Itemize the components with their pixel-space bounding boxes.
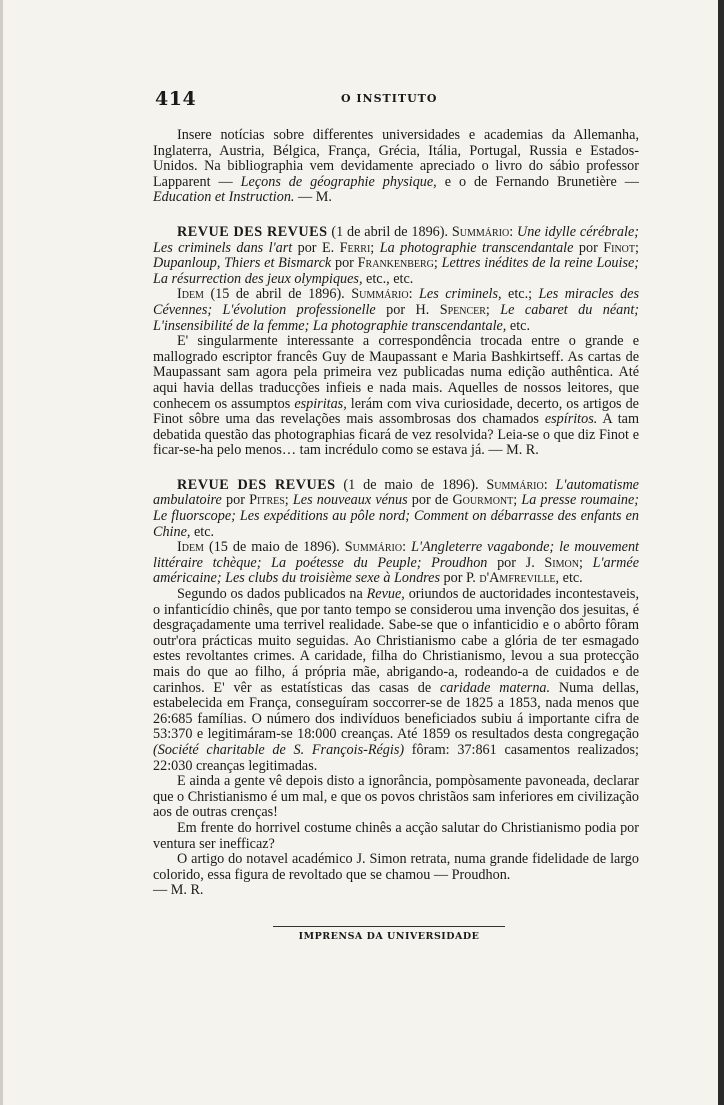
review-entry-may-15: Idem (15 de maio de 1896). Summário: L'Angleterre vagabonde; le mouvement littéraire tchèque; La poétesse du Peuple; Proudhon por J. Simon; L'armée américaine; Les clubs du troisième sexe à Londres por P. d'Amfreville, etc. <box>153 539 639 587</box>
review-title: REVUE DES REVUES <box>177 476 336 493</box>
comment-maupassant: E' singularmente interessante a correspondência trocada entre o grande e mallogrado escriptor francês Guy de Maupassant e Maria Bashkirtseff. As cartas de Maupassant sam agora pela primeira vez publicadas numa edição authêntica. Até aqui havia dellas traducções infieis e nada mais. Aquelles de nossos leitores, que conhecem os assumptos espiritas, lerám com viva curiosidade, decerto, os artigos de Finot sôbre uma das revelações mais assombrosas dos chamados espíritos. A tam debatida questão das photographias ficará de vez resolvida? Leia-se o que diz Finot e ficar-se-ha pelo menos… tam incrédulo como se estava já. — M. R. <box>153 333 639 459</box>
page-number: 414 <box>155 88 197 110</box>
intro-paragraph: Insere notícias sobre differentes universidades e academias da Allemanha, Inglaterra, Austria, Bélgica, França, Grécia, Itália, Portugal, Russia e Estados-Unidos. Na bibliographia vem devidamente apreciado o livro do sábio professor Lapparent — Leçons de géographie physique, e o de Fernando Brunetière — Education et Instruction. — M. <box>153 127 639 206</box>
review-entry-may-1: REVUE DES REVUES (1 de maio de 1896). Summário: L'automatisme ambulatoire por Pitres; Les nouveaux vénus por de Gourmont; La presse roumaine; Le fluorscope; Les expéditions au pôle nord; Comment on débarrasse des enfants en Chine, etc. <box>153 476 640 540</box>
comment-ignorance: E ainda a gente vê depois disto a ignorância, pompòsamente pavoneada, declarar que o Christianismo é um mal, e que os povos christãos sam inferiores em civilização aos de outras crenças! <box>153 773 639 821</box>
review-title: REVUE DES REVUES <box>177 223 328 240</box>
running-title: O INSTITUTO <box>341 92 438 105</box>
comment-proudhon: O artigo do notavel académico J. Simon retrata, numa grande fidelidade de largo colorido, essa figura de revoltado que se chamou — Proudhon. <box>153 851 639 883</box>
page-body <box>153 128 639 899</box>
review-entry-april-15: Idem (15 de abril de 1896). Summário: Les criminels, etc.; Les miracles des Cévennes; L'évolution professionelle por H. Spencer; Le cabaret du néant; L'insensibilité de la femme; La photographie transcendantale, etc. <box>153 286 639 334</box>
page-header <box>155 88 641 108</box>
comment-infanticide: Segundo os dados publicados na Revue, oriundos de auctoridades incontestaveis, o infanticídio chinês, que por tanto tempo se considerou uma invenção dos jesuitas, é desgraçadamente uma terrivel realidade. Sabe-se que o infanticidio e o abôrto fôram outr'ora prácticas muito seguidas. Ao Christianismo cabe a glória de ter esmagado estes revoltantes crimes. A caridade, filha do Christianismo, levou a sua protecção mais do que ao filho, á própria mãe, abrigando-a, rodeando-a de cuidados e de carinhos. E' vêr as estatísticas das casas de caridade materna. Numa dellas, estabelecida em França, conseguíram soccorrer-se de 1825 a 1853, nada menos que 26:685 famílias. O número dos indivíduos beneficiados subiu á importante cifra de 53:370 e legitimáram-se 18:000 creanças. Até 1859 os resultados desta congregação (Société charitable de S. François-Régis) fôram: 37:861 casamentos realizados; 22:030 creanças legitimadas. <box>153 586 639 774</box>
signature: — M. R. <box>153 882 204 899</box>
printer-imprint: IMPRENSA DA UNIVERSIDADE <box>273 926 505 942</box>
review-entry-april-1: REVUE DES REVUES (1 de abril de 1896). Summário: Une idylle cérébrale; Les criminels dans l'art por E. Ferri; La photographie transcendantale por Finot; Dupanloup, Thiers et Bismarck por Frankenberg; Lettres inédites de la reine Louise; La résurrection des jeux olympiques, etc., etc. <box>153 223 640 287</box>
comment-chinese-custom: Em frente do horrivel costume chinês a acção salutar do Christianismo podia por ventura ser inefficaz? <box>153 819 639 852</box>
